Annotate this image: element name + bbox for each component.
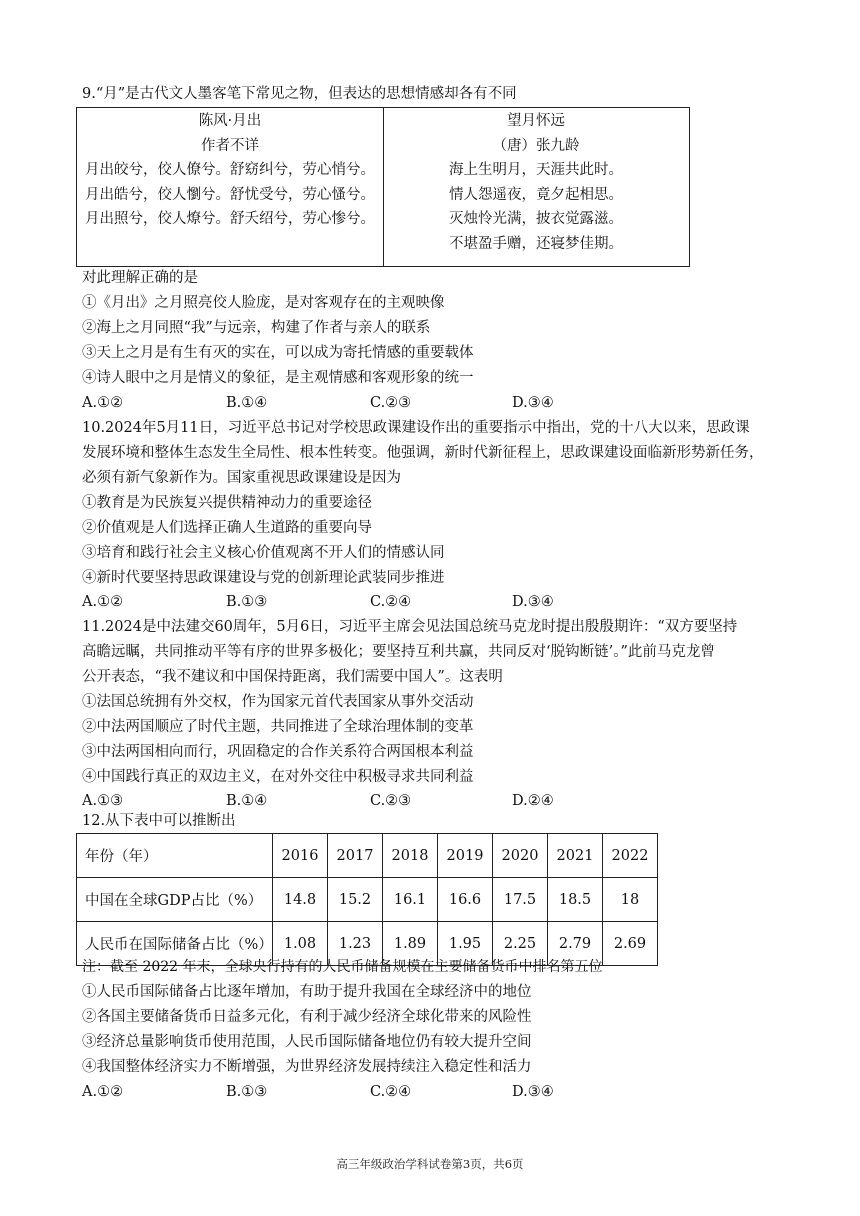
option-b[interactable]: B.①④ xyxy=(226,793,268,809)
option-d[interactable]: D.③④ xyxy=(512,395,554,411)
table-cell: 2.79 xyxy=(548,922,603,966)
row-label: 人民币在国际储备占比（%） xyxy=(77,922,273,966)
option-a[interactable]: A.①③ xyxy=(82,793,124,809)
poem-left-line: 月出皓兮，佼人懰兮。舒忧受兮，劳心慅兮。 xyxy=(85,186,375,203)
row-label: 中国在全球GDP占比（%） xyxy=(77,878,273,922)
table-header-label: 年份（年） xyxy=(77,834,273,878)
q9-prompt: 对此理解正确的是 xyxy=(82,270,198,286)
option-d[interactable]: D.③④ xyxy=(512,594,554,610)
table-year: 2016 xyxy=(273,834,328,878)
option-c[interactable]: C.②④ xyxy=(370,1084,412,1100)
poem-right-title: 望月怀远 xyxy=(507,113,565,129)
table-cell: 17.5 xyxy=(493,878,548,922)
poem-left xyxy=(77,108,384,266)
table-cell: 2.69 xyxy=(603,922,658,966)
q11-stem-line: 11.2024是中法建交60周年，5月6日，习近平主席会见法国总统马克龙时提出殷殷期许：“双方要坚持 xyxy=(82,619,738,635)
table-cell: 1.89 xyxy=(383,922,438,966)
q9-item: ③天上之月是有生有灭的实在，可以成为寄托情感的重要载体 xyxy=(82,345,474,361)
poem-right xyxy=(383,108,689,266)
q10-item: ②价值观是人们选择正确人生道路的重要向导 xyxy=(82,520,372,536)
q9-item: ④诗人眼中之月是情义的象征，是主观情感和客观形象的统一 xyxy=(82,370,474,386)
option-d[interactable]: D.③④ xyxy=(512,1084,554,1100)
q11-item: ③中法两国相向而行，巩固稳定的合作关系符合两国根本利益 xyxy=(82,744,474,760)
table-cell: 15.2 xyxy=(328,878,383,922)
table-note: 注：截至 2022 年末，全球央行持有的人民币储备规模在主要储备货币中排名第五位 xyxy=(82,959,603,975)
poem-table xyxy=(76,107,690,267)
table-cell: 2.25 xyxy=(493,922,548,966)
q10-item: ①教育是为民族复兴提供精神动力的重要途径 xyxy=(82,495,372,511)
poem-left-line: 月出照兮，佼人燎兮。舒夭绍兮，劳心惨兮。 xyxy=(85,211,375,227)
poem-right-line: 海上生明月，天涯共此时。 xyxy=(449,162,623,178)
q10-stem-line: 发展环境和整体生态发生全局性、根本性转变。他强调，新时代新征程上，思政课建设面临新形势新任务， xyxy=(82,445,764,461)
q9-item: ①《月出》之月照亮佼人脸庞，是对客观存在的主观映像 xyxy=(82,295,445,311)
option-c[interactable]: C.②④ xyxy=(370,594,412,610)
table-header-row xyxy=(77,834,658,878)
table-cell: 1.08 xyxy=(273,922,328,966)
q10-stem-line: 必须有新气象新作为。国家重视思政课建设是因为 xyxy=(82,470,401,486)
table-cell: 16.1 xyxy=(383,878,438,922)
option-a[interactable]: A.①② xyxy=(82,594,124,610)
table-year: 2017 xyxy=(328,834,383,878)
q12-item: ①人民币国际储备占比逐年增加，有助于提升我国在全球经济中的地位 xyxy=(82,984,532,1000)
q11-stem-line: 高瞻远瞩，共同推动平等有序的世界多极化；要坚持互利共赢，共同反对‘脱钩断链’。”此前马克龙曾 xyxy=(82,644,715,660)
table-cell: 18.5 xyxy=(548,878,603,922)
page-footer: 高三年级政治学科试卷第3页，共6页 xyxy=(336,1157,524,1171)
option-a[interactable]: A.①② xyxy=(82,1084,124,1100)
q9-stem: 9.“月”是古代文人墨客笔下常见之物，但表达的思想情感却各有不同 xyxy=(82,86,517,102)
option-a[interactable]: A.①② xyxy=(82,395,124,411)
q10-stem-line: 10.2024年5月11日，习近平总书记对学校思政课建设作出的重要指示中指出，党的十八大以来，思政课 xyxy=(82,420,750,436)
table-cell: 14.8 xyxy=(273,878,328,922)
q12-item: ②各国主要储备货币日益多元化，有利于减少经济全球化带来的风险性 xyxy=(82,1009,532,1025)
table-row xyxy=(77,878,658,922)
poem-right-line: 不堪盈手赠，还寝梦佳期。 xyxy=(449,235,623,252)
q11-stem-line: 公开表态，“我不建议和中国保持距离，我们需要中国人”。这表明 xyxy=(82,669,503,685)
option-b[interactable]: B.①③ xyxy=(226,594,268,610)
option-b[interactable]: B.①③ xyxy=(226,1084,268,1100)
poem-left-line: 月出皎兮，佼人僚兮。舒窈纠兮，劳心悄兮。 xyxy=(85,162,375,178)
table-cell: 1.23 xyxy=(328,922,383,966)
q9-item: ②海上之月同照“我”与远亲，构建了作者与亲人的联系 xyxy=(82,320,431,336)
q11-item: ④中国践行真正的双边主义，在对外交往中积极寻求共同利益 xyxy=(82,769,474,785)
table-year: 2018 xyxy=(383,834,438,878)
q10-item: ④新时代要坚持思政课建设与党的创新理论武装同步推进 xyxy=(82,570,445,586)
table-cell: 16.6 xyxy=(438,878,493,922)
table-cell: 1.95 xyxy=(438,922,493,966)
poem-right-line: 情人怨遥夜，竟夕起相思。 xyxy=(449,186,623,203)
poem-left-title: 陈风·月出 xyxy=(198,113,262,129)
table-cell: 18 xyxy=(603,878,658,922)
option-d[interactable]: D.②④ xyxy=(512,793,554,809)
poem-right-line: 灭烛怜光满，披衣觉露滋。 xyxy=(449,211,623,227)
table-year: 2022 xyxy=(603,834,658,878)
q12-stem: 12.从下表中可以推断出 xyxy=(82,813,236,829)
q11-item: ①法国总统拥有外交权，作为国家元首代表国家从事外交活动 xyxy=(82,694,474,710)
data-table xyxy=(76,833,658,966)
q12-item: ③经济总量影响货币使用范围，人民币国际储备地位仍有较大提升空间 xyxy=(82,1034,532,1050)
q12-item: ④我国整体经济实力不断增强，为世界经济发展持续注入稳定性和活力 xyxy=(82,1059,532,1075)
option-c[interactable]: C.②③ xyxy=(370,793,412,809)
option-b[interactable]: B.①④ xyxy=(226,395,268,411)
poem-left-author: 作者不详 xyxy=(201,137,259,154)
option-c[interactable]: C.②③ xyxy=(370,395,412,411)
table-year: 2020 xyxy=(493,834,548,878)
poem-right-author: （唐）张九龄 xyxy=(492,137,580,154)
table-year: 2021 xyxy=(548,834,603,878)
q11-item: ②中法两国顺应了时代主题，共同推进了全球治理体制的变革 xyxy=(82,719,474,735)
table-year: 2019 xyxy=(438,834,493,878)
q10-item: ③培育和践行社会主义核心价值观离不开人们的情感认同 xyxy=(82,545,445,561)
